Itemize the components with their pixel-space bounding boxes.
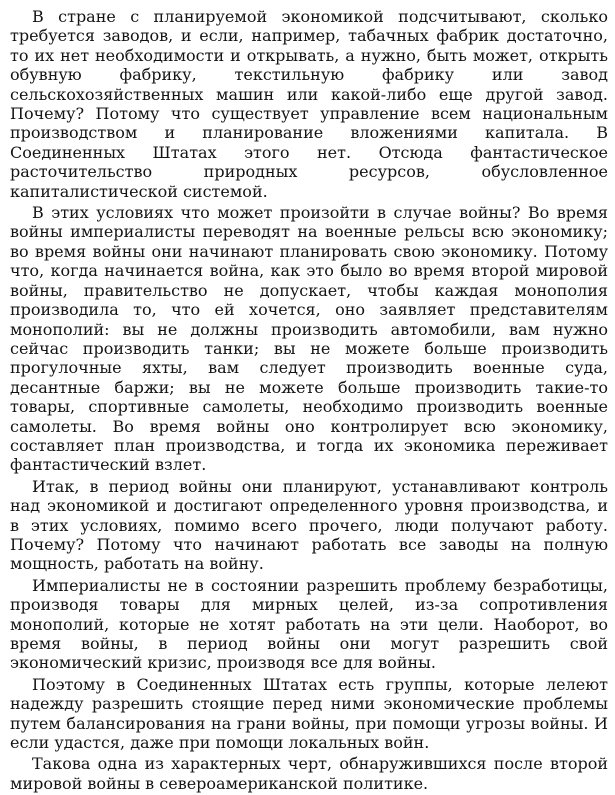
paragraph-unemployment: Империалисты не в состоянии разрешить проблему безработицы, производя товары для мирных целей, из-за сопротивления монополий, которые не хотят работать на эти цели. Наоборот, во время войны, в период войны они могут разрешить свой экономический кризис, производя все для войны. [10, 575, 608, 673]
paragraph-brink-of-war: Поэтому в Соединенных Штатах есть группы, которые лелеют надежду разрешить стоящие перед ними экономические проблемы путем балансирования на грани войны, при помощи угрозы войны. И если удастся, даже при помощи локальных войн. [10, 674, 608, 753]
paragraph-war-conditions: В этих условиях что может произойти в случае войны? Во время войны империалисты переводят на военные рельсы всю экономику; во время войны они начинают планировать свою экономику. Потому что, когда начинается война, как это было во время второй мировой войны, правительство не допускает, чтобы каждая монополия производила то, что ей хочется, оно заявляет представителям монополий: вы не должны производить автомобили, вам нужно сейчас производить танки; вы не можете больше производить прогулочные яхты, вам следует производить военные суда, десантные баржи; вы не можете больше производить такие-то товары, спортивные самолеты, необходимо производить военные самолеты. Во время войны оно контролирует всю экономику, составляет план производства, и тогда их экономика переживает фантастический взлет. [10, 203, 608, 475]
paragraph-wartime-planning: Итак, в период войны они планируют, устанавливают контроль над экономикой и достигают определенного уровня производства, и в этих условиях, помимо всего прочего, люди получают работу. Почему? Потому что начинают работать все заводы на полную мощность, работать на войну. [10, 476, 608, 574]
paragraph-planned-economy: В стране с планируемой экономикой подсчитывают, сколько требуется заводов, и если, например, табачных фабрик достаточно, то их нет необходимости и открывать, а нужно, быть может, открыть обувную фабрику, текстильную фабрику или завод сельскохозяйственных машин или какой-либо еще другой завод. Почему? Потому что существует управление всем национальным производством и планирование вложениями капитала. В Соединенных Штатах этого нет. Отсюда фантастическое расточительство природных ресурсов, обусловленное капиталистической системой. [10, 7, 608, 201]
paragraph-conclusion: Такова одна из характерных черт, обнаружившихся после второй мировой войны в североамериканской политике. [10, 754, 608, 793]
document-page [10, 7, 608, 795]
